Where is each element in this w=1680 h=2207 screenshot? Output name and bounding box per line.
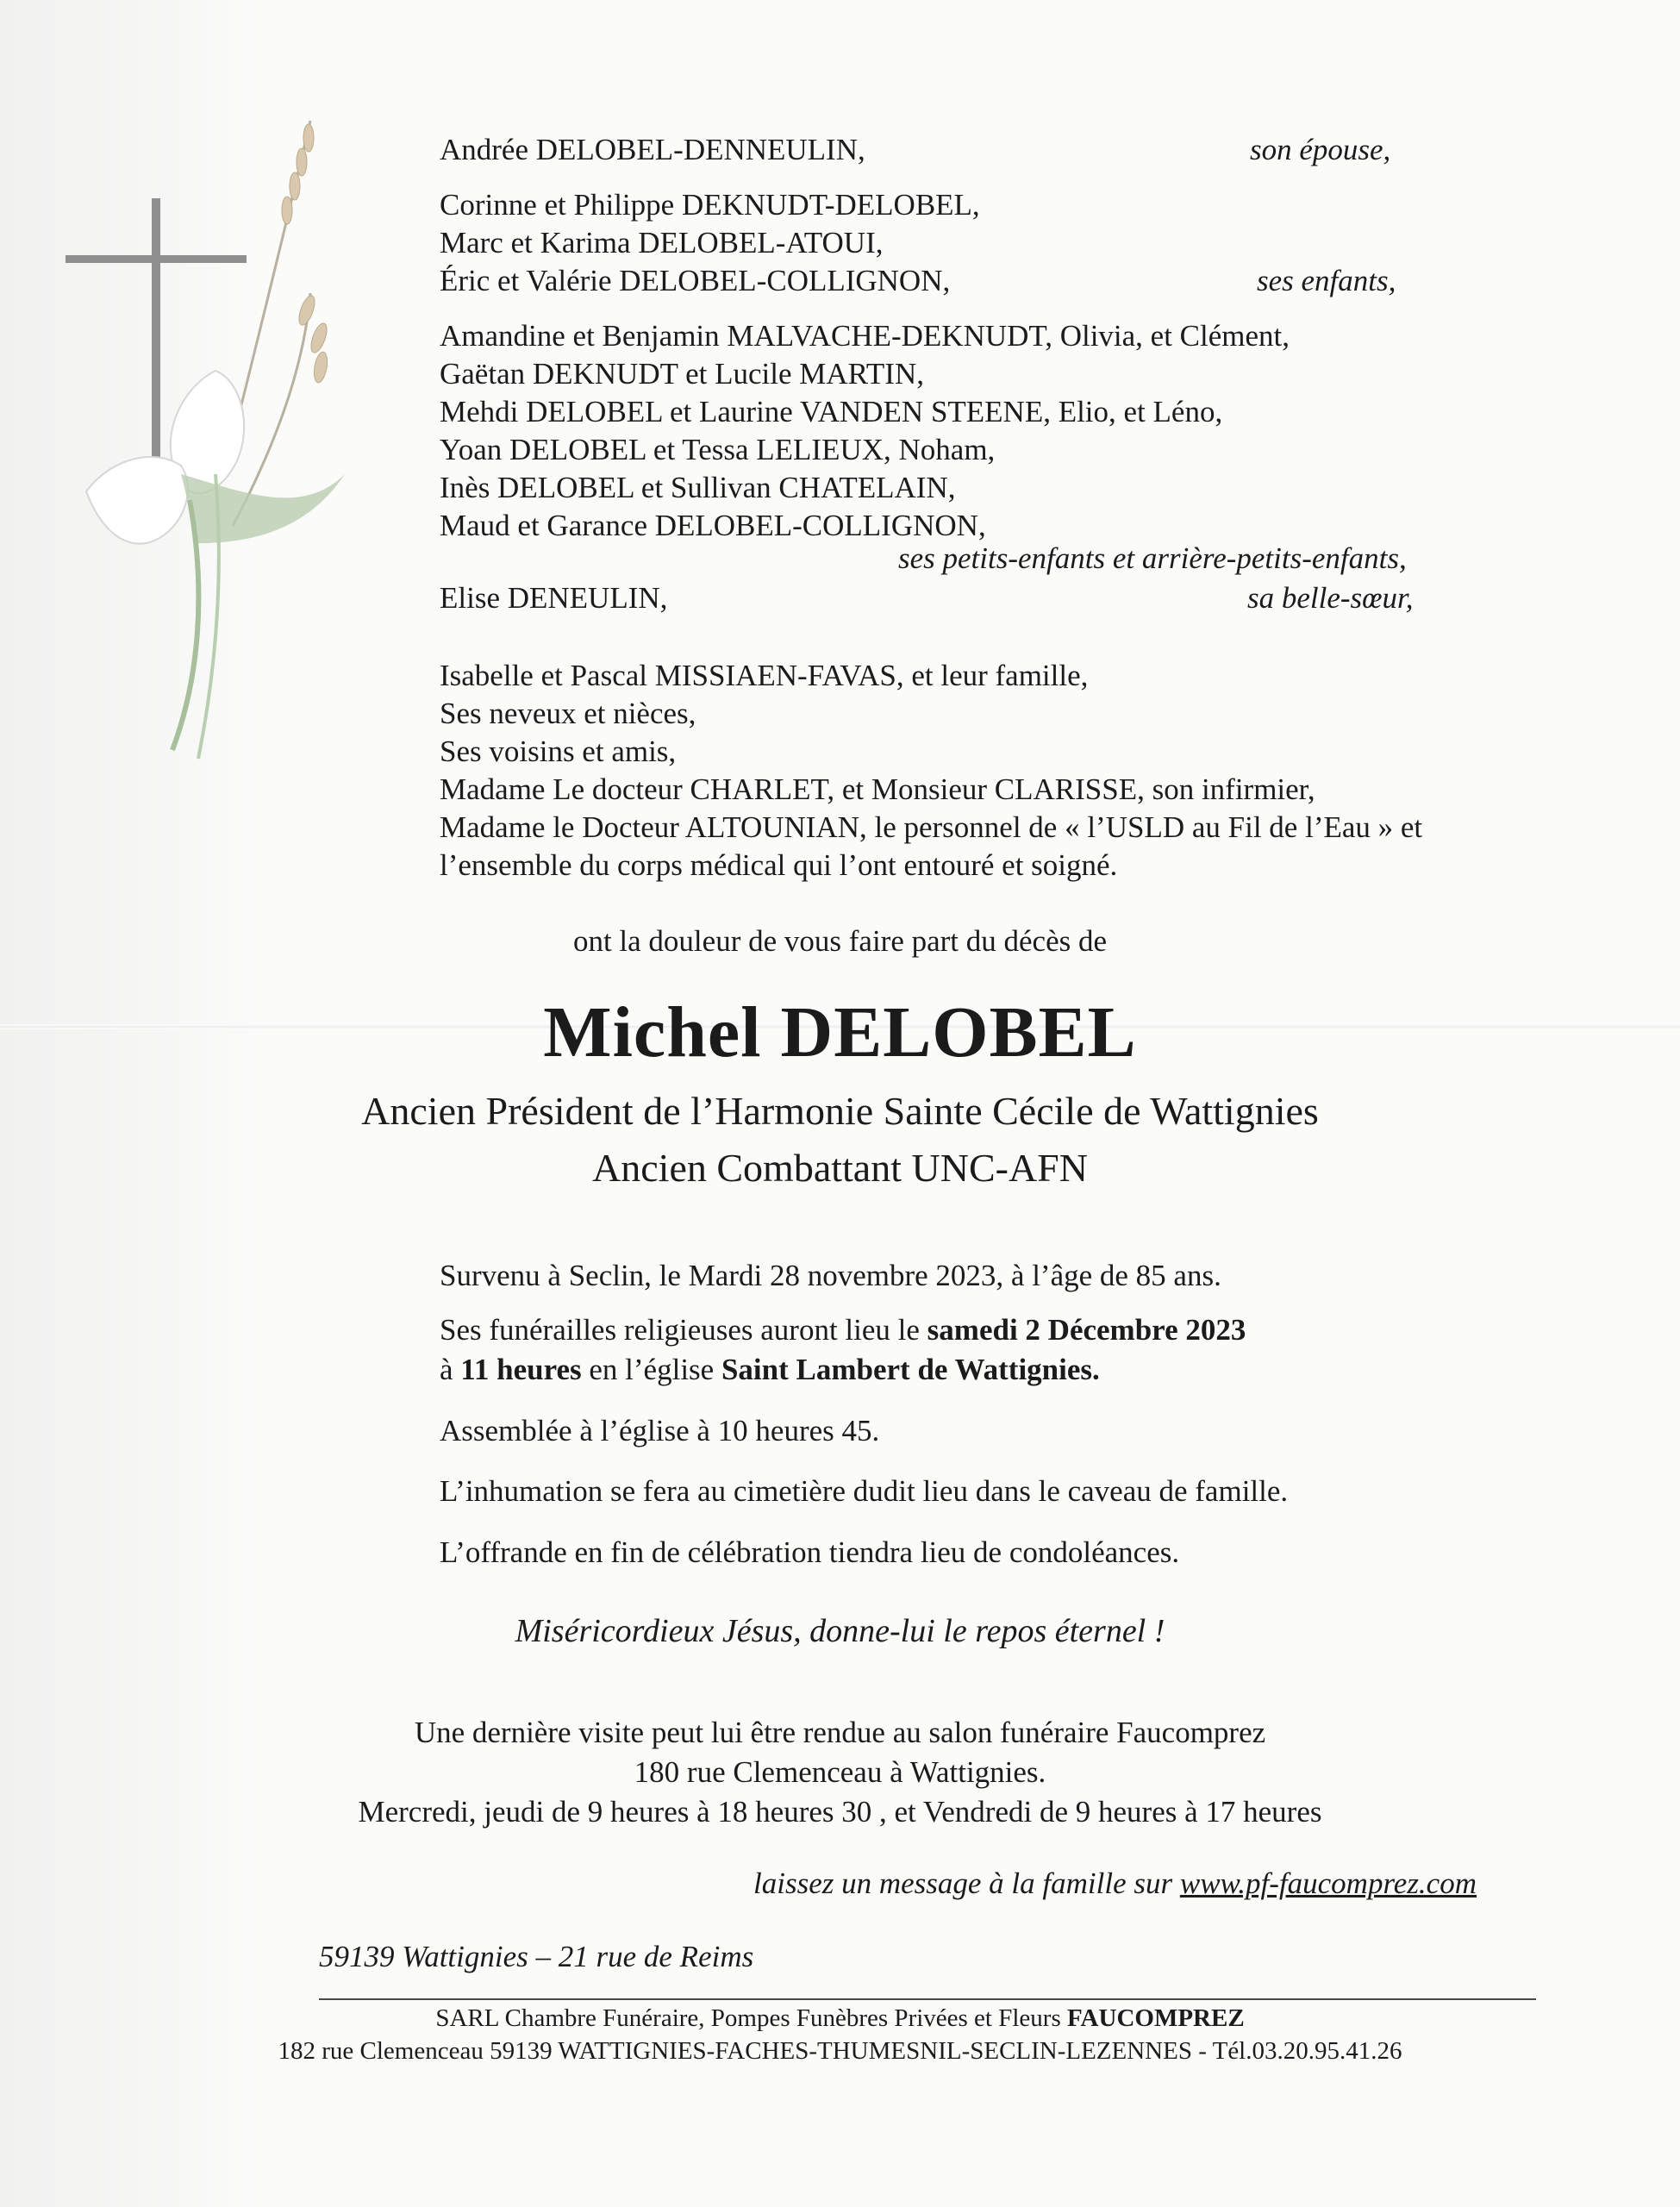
wheat-icon	[224, 121, 330, 526]
grandchild-line: Amandine et Benjamin MALVACHE-DEKNUDT, Olivia, et Clément,	[440, 319, 1290, 353]
footer-company-name: FAUCOMPREZ	[1067, 2004, 1245, 2032]
funeral-at: à	[440, 1353, 461, 1386]
visit-line: 180 rue Clemenceau à Wattignies.	[634, 1755, 1046, 1789]
cross-lily-illustration	[52, 112, 362, 767]
prayer: Miséricordieux Jésus, donne-lui le repos éternel !	[515, 1613, 1165, 1649]
funeral-time: 11 heures	[460, 1353, 582, 1386]
children-role: ses enfants,	[1257, 264, 1396, 297]
message-line	[753, 1865, 1477, 1903]
death-info: Survenu à Seclin, le Mardi 28 novembre 2023, à l’âge de 85 ans.	[440, 1259, 1221, 1292]
lily-icon	[86, 371, 345, 759]
sister-in-law-role: sa belle-sœur,	[1247, 581, 1414, 615]
funeral-intro: Ses funérailles religieuses auront lieu le	[440, 1313, 927, 1347]
grandchild-line: Mehdi DELOBEL et Laurine VANDEN STEENE, Elio, et Léno,	[440, 395, 1223, 428]
funeral-date: samedi 2 Décembre 2023	[927, 1313, 1246, 1347]
offering-info: L’offrande en fin de célébration tiendra lieu de condoléances.	[440, 1535, 1180, 1569]
burial-info: L’inhumation se fera au cimetière dudit lieu dans le caveau de famille.	[440, 1474, 1289, 1508]
visit-line: Mercredi, jeudi de 9 heures à 18 heures 30 , et Vendredi de 9 heures à 17 heures	[358, 1795, 1322, 1829]
sister-in-law-name: Elise DENEULIN,	[440, 581, 668, 615]
home-address: 59139 Wattignies – 21 rue de Reims	[319, 1940, 754, 1973]
assembly-info: Assemblée à l’église à 10 heures 45.	[440, 1414, 880, 1447]
grandchild-line: Yoan DELOBEL et Tessa LELIEUX, Noham,	[440, 433, 996, 466]
other-line: l’ensemble du corps médical qui l’ont entouré et soigné.	[440, 848, 1118, 882]
message-text: laissez un message à la famille sur	[753, 1866, 1180, 1900]
website-link[interactable]: www.pf-faucomprez.com	[1179, 1866, 1477, 1900]
announcement: ont la douleur de vous faire part du décès de	[572, 924, 1108, 958]
other-line: Isabelle et Pascal MISSIAEN-FAVAS, et leur famille,	[440, 659, 1089, 692]
footer-divider	[319, 1998, 1536, 2000]
other-line: Ses neveux et nièces,	[440, 697, 696, 730]
child-line: Corinne et Philippe DEKNUDT-DELOBEL,	[440, 188, 980, 222]
funeral-place-intro: en l’église	[581, 1353, 721, 1386]
grandchild-line: Maud et Garance DELOBEL-COLLIGNON,	[440, 509, 986, 542]
spouse-name: Andrée DELOBEL-DENNEULIN,	[440, 133, 865, 166]
funeral-church: Saint Lambert de Wattignies.	[721, 1353, 1100, 1386]
child-line: Éric et Valérie DELOBEL-COLLIGNON,	[440, 264, 951, 297]
deceased-name: Michel DELOBEL	[543, 992, 1137, 1072]
deceased-title-1: Ancien Président de l’Harmonie Sainte Cécile de Wattignies	[361, 1089, 1319, 1133]
funeral-info-line-1	[440, 1311, 1246, 1349]
footer-company-desc: SARL Chambre Funéraire, Pompes Funèbres Privées et Fleurs	[435, 2004, 1067, 2032]
other-line: Madame Le docteur CHARLET, et Monsieur CLARISSE, son infirmier,	[440, 772, 1315, 806]
funeral-info-line-2	[440, 1351, 1100, 1389]
footer-company	[0, 2002, 1680, 2035]
child-line: Marc et Karima DELOBEL-ATOUI,	[440, 226, 884, 259]
visit-line: Une dernière visite peut lui être rendue au salon funéraire Faucomprez	[414, 1716, 1266, 1749]
other-line: Ses voisins et amis,	[440, 735, 677, 768]
grandchild-line: Inès DELOBEL et Sullivan CHATELAIN,	[440, 471, 956, 504]
deceased-title-2: Ancien Combattant UNC-AFN	[592, 1146, 1088, 1190]
footer-address: 182 rue Clemenceau 59139 WATTIGNIES-FACHES-THUMESNIL-SECLIN-LEZENNES - Tél.03.20.95.41.26	[278, 2037, 1402, 2065]
grandchild-line: Gaëtan DEKNUDT et Lucile MARTIN,	[440, 357, 924, 391]
other-line: Madame le Docteur ALTOUNIAN, le personnel de « l’USLD au Fil de l’Eau » et	[440, 810, 1423, 844]
spouse-role: son épouse,	[1250, 133, 1391, 166]
grandchildren-role: ses petits-enfants et arrière-petits-enfants,	[898, 541, 1407, 575]
